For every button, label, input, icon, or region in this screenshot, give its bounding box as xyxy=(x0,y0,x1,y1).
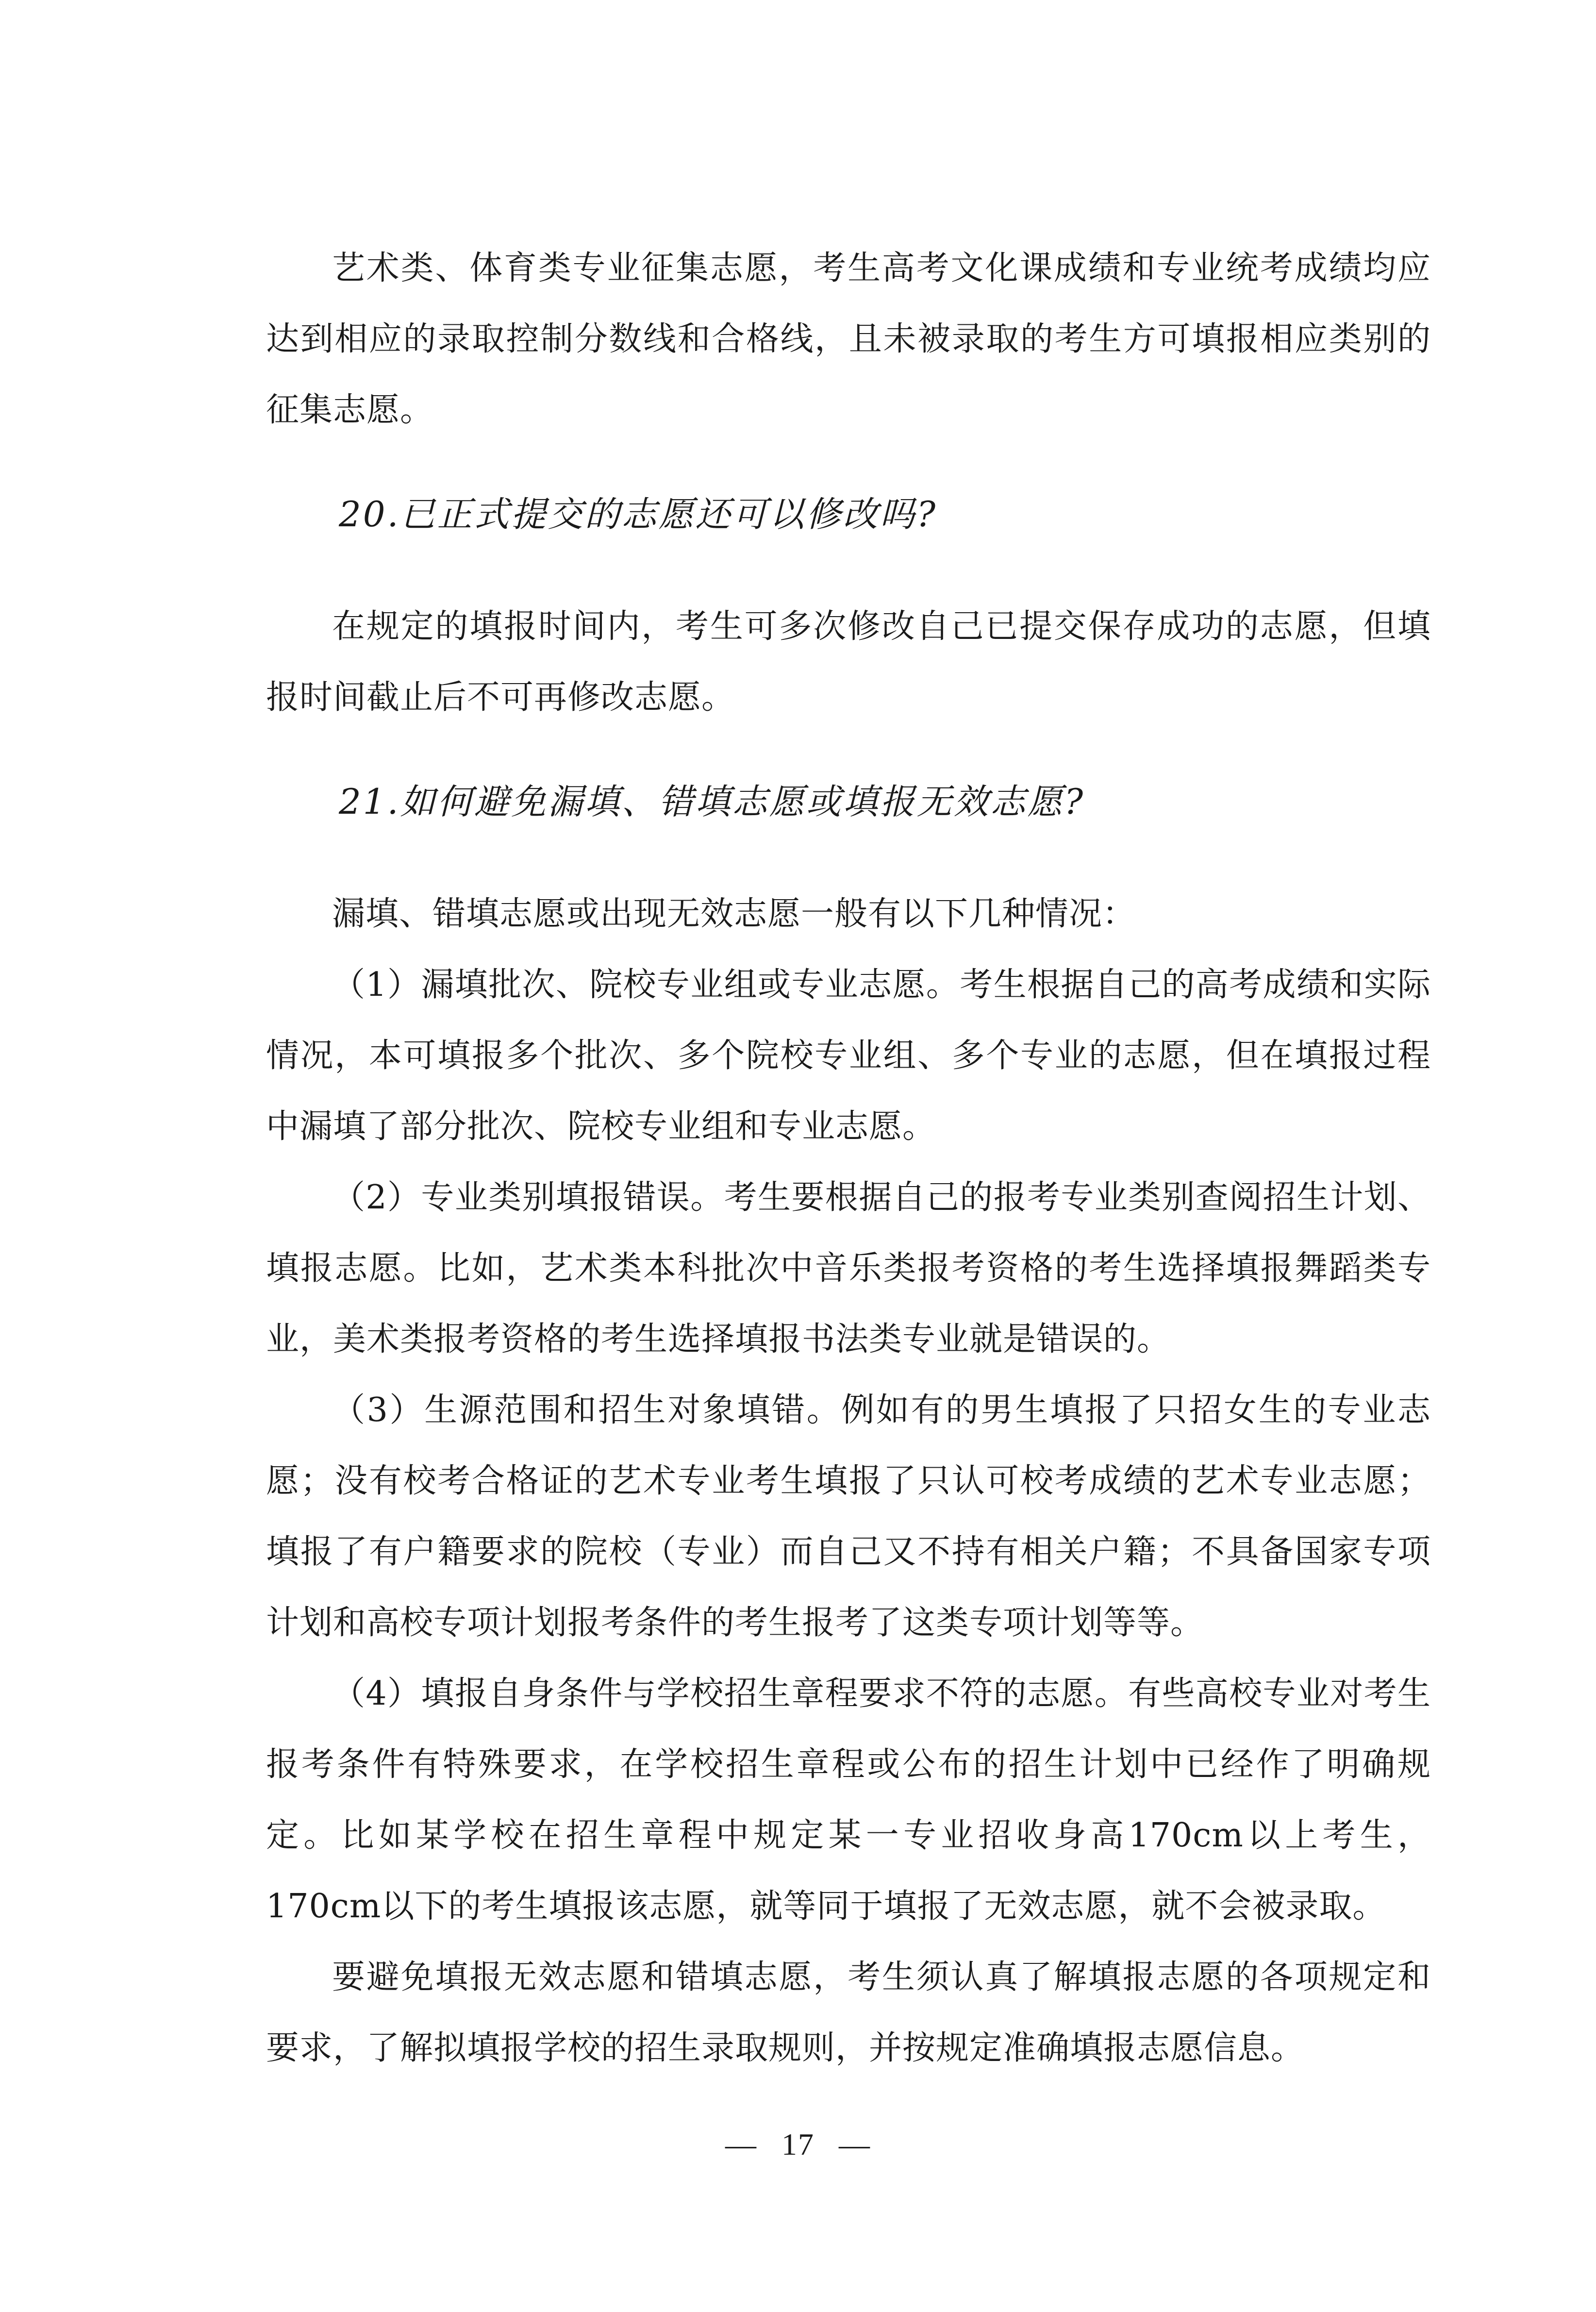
question-20-heading: 20.已正式提交的志愿还可以修改吗? xyxy=(339,494,938,535)
answer-21-intro: 漏填、错填志愿或出现无效志愿一般有以下几种情况： xyxy=(332,895,1136,933)
footer-dash-right: — xyxy=(839,2127,871,2161)
paragraph-arts-sports: 艺术类、体育类专业征集志愿，考生高考文化课成绩和专业统考成绩均应达到相应的录取控制分数线和合格线，且未被录取的考生方可填报相应类别的征集志愿。 xyxy=(266,249,1431,429)
answer-21-item-4: （4）填报自身条件与学校招生章程要求不符的志愿。有些高校专业对考生报考条件有特殊要求，在学校招生章程或公布的招生计划中已经作了明确规定。比如某学校在招生章程中规定某一专业招收身高170cm以上考生，170cm以下的考生填报该志愿，就等同于填报了无效志愿，就不会被录取。 xyxy=(266,1675,1431,1926)
answer-21-item-3: （3）生源范围和招生对象填错。例如有的男生填报了只招女生的专业志愿；没有校考合格证的艺术专业考生填报了只认可校考成绩的艺术专业志愿；填报了有户籍要求的院校（专业）而自己又不持有相关户籍；不具备国家专项计划和高校专项计划报考条件的考生报考了这类专项计划等等。 xyxy=(266,1391,1431,1642)
answer-21-item-2: （2）专业类别填报错误。考生要根据自己的报考专业类别查阅招生计划、填报志愿。比如，艺术类本科批次中音乐类报考资格的考生选择填报舞蹈类专业，美术类报考资格的考生选择填报书法类专业就是错误的。 xyxy=(266,1178,1431,1358)
page-content xyxy=(266,233,1431,2084)
answer-21-item-1: （1）漏填批次、院校专业组或专业志愿。考生根据自己的高考成绩和实际情况，本可填报多个批次、多个院校专业组、多个专业的志愿，但在填报过程中漏填了部分批次、院校专业组和专业志愿。 xyxy=(266,966,1431,1146)
page-footer xyxy=(0,2127,1596,2162)
page-number: 17 xyxy=(781,2127,815,2161)
answer-21-conclusion: 要避免填报无效志愿和错填志愿，考生须认真了解填报志愿的各项规定和要求，了解拟填报学校的招生录取规则，并按规定准确填报志愿信息。 xyxy=(266,1958,1431,2067)
question-21-heading: 21.如何避免漏填、错填志愿或填报无效志愿? xyxy=(339,781,1085,822)
footer-dash-left: — xyxy=(725,2127,757,2161)
answer-20-paragraph: 在规定的填报时间内，考生可多次修改自己已提交保存成功的志愿，但填报时间截止后不可再修改志愿。 xyxy=(266,607,1431,717)
